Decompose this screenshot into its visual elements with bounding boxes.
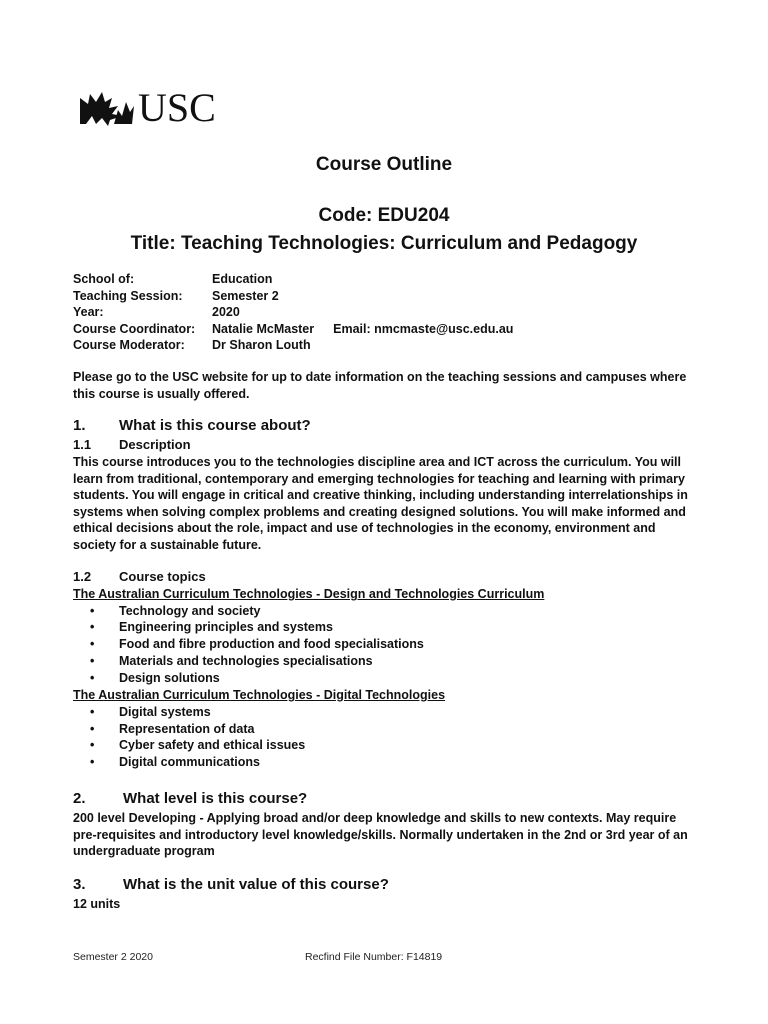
list-item bbox=[73, 721, 698, 738]
section-number: 1. bbox=[73, 417, 86, 434]
meta-value: Dr Sharon Louth bbox=[212, 338, 311, 353]
list-item-text: Engineering principles and systems bbox=[119, 620, 333, 635]
section-number: 2. bbox=[73, 790, 86, 807]
course-topics bbox=[73, 586, 698, 771]
meta-row-coordinator bbox=[73, 321, 513, 338]
section-title: What level is this course? bbox=[123, 790, 308, 807]
list-item-text: Design solutions bbox=[119, 671, 220, 686]
meta-label: School of: bbox=[73, 272, 135, 286]
bullet-icon: • bbox=[90, 620, 95, 635]
level-paragraph: 200 level Developing - Applying broad and/or deep knowledge and skills to new contexts. May require pre-requisites and introductory level knowledge/skills. Normally undertaken in the 2nd or 3rd year of an undergraduate program bbox=[73, 811, 688, 859]
list-item bbox=[73, 704, 698, 721]
bullet-icon: • bbox=[90, 603, 95, 618]
list-item-text: Cyber safety and ethical issues bbox=[119, 738, 306, 753]
list-item bbox=[73, 619, 698, 636]
subsection-number: 1.1 bbox=[73, 437, 92, 452]
meta-row-moderator bbox=[73, 337, 513, 354]
meta-label: Year: bbox=[73, 305, 104, 320]
topic-list-design bbox=[73, 603, 698, 687]
subsection-title: Description bbox=[119, 437, 191, 452]
meta-label: Teaching Session: bbox=[73, 288, 183, 303]
bullet-icon: • bbox=[90, 755, 95, 770]
meta-value: 2020 bbox=[212, 305, 240, 320]
section-1-heading bbox=[73, 417, 311, 434]
bullet-icon: • bbox=[90, 721, 95, 736]
section-3-heading bbox=[73, 876, 389, 893]
bullet-icon: • bbox=[90, 654, 95, 669]
meta-row-year bbox=[73, 304, 513, 321]
list-item-text: Digital communications bbox=[119, 755, 260, 770]
list-item bbox=[73, 737, 698, 754]
section-2-heading bbox=[73, 790, 307, 807]
list-item bbox=[73, 754, 698, 771]
section-number: 3. bbox=[73, 876, 86, 893]
topic-group-title: The Australian Curriculum Technologies - Design and Technologies Curriculum bbox=[73, 587, 545, 601]
coordinator-email: Email: nmcmaste@usc.edu.au bbox=[333, 321, 514, 336]
page-title: Course Outline bbox=[315, 154, 453, 175]
meta-value: Natalie McMaster bbox=[212, 321, 315, 336]
subsection-1-1-heading bbox=[73, 437, 191, 452]
course-meta bbox=[73, 271, 513, 354]
usc-logo bbox=[78, 85, 216, 130]
usc-leaf-emblem-icon bbox=[78, 90, 136, 126]
course-code: Code: EDU204 bbox=[318, 205, 450, 226]
intro-paragraph: Please go to the USC website for up to date information on the teaching sessions and campuses where this course is usually offered. bbox=[73, 370, 687, 401]
bullet-icon: • bbox=[90, 704, 95, 719]
list-item-text: Food and fibre production and food specialisations bbox=[119, 637, 424, 652]
list-item bbox=[73, 636, 698, 653]
topic-group-title: The Australian Curriculum Technologies - Digital Technologies bbox=[73, 688, 446, 703]
bullet-icon: • bbox=[90, 671, 95, 686]
subsection-1-2-heading bbox=[73, 569, 206, 584]
list-item-text: Technology and society bbox=[119, 603, 261, 618]
list-item-text: Digital systems bbox=[119, 704, 211, 719]
list-item-text: Representation of data bbox=[119, 721, 255, 736]
list-item bbox=[73, 670, 698, 687]
meta-value: Semester 2 bbox=[212, 288, 279, 303]
description-paragraph: This course introduces you to the technologies discipline area and ICT across the curriculum. You will learn from traditional, contemporary and emerging technologies for teaching and learning with primary students. You will engage in critical and creative thinking, including understanding interrelationships in systems when solving complex problems and creating designed solutions. You will make informed and ethical decisions about the role, impact and use of technologies in the economy, environment and society for a sustainable future. bbox=[73, 455, 688, 552]
meta-row-session bbox=[73, 288, 513, 305]
footer-file-number: Recfind File Number: F14819 bbox=[305, 951, 443, 963]
section-title: What is this course about? bbox=[119, 417, 311, 434]
unit-value: 12 units bbox=[73, 897, 121, 911]
list-item-text: Materials and technologies specialisations bbox=[119, 654, 373, 669]
subsection-number: 1.2 bbox=[73, 569, 92, 584]
logo-text: USC bbox=[138, 85, 216, 130]
meta-label: Course Coordinator: bbox=[73, 321, 196, 336]
list-item bbox=[73, 603, 698, 620]
meta-row-school bbox=[73, 271, 513, 288]
course-title: Title: Teaching Technologies: Curriculum and Pedagogy bbox=[130, 233, 638, 254]
bullet-icon: • bbox=[90, 637, 95, 652]
meta-label: Course Moderator: bbox=[73, 338, 185, 353]
section-title: What is the unit value of this course? bbox=[123, 876, 389, 893]
topic-list-digital bbox=[73, 704, 698, 772]
subsection-title: Course topics bbox=[119, 569, 206, 584]
bullet-icon: • bbox=[90, 738, 95, 753]
meta-value: Education bbox=[212, 272, 273, 286]
footer-semester: Semester 2 2020 bbox=[73, 951, 153, 963]
list-item bbox=[73, 653, 698, 670]
